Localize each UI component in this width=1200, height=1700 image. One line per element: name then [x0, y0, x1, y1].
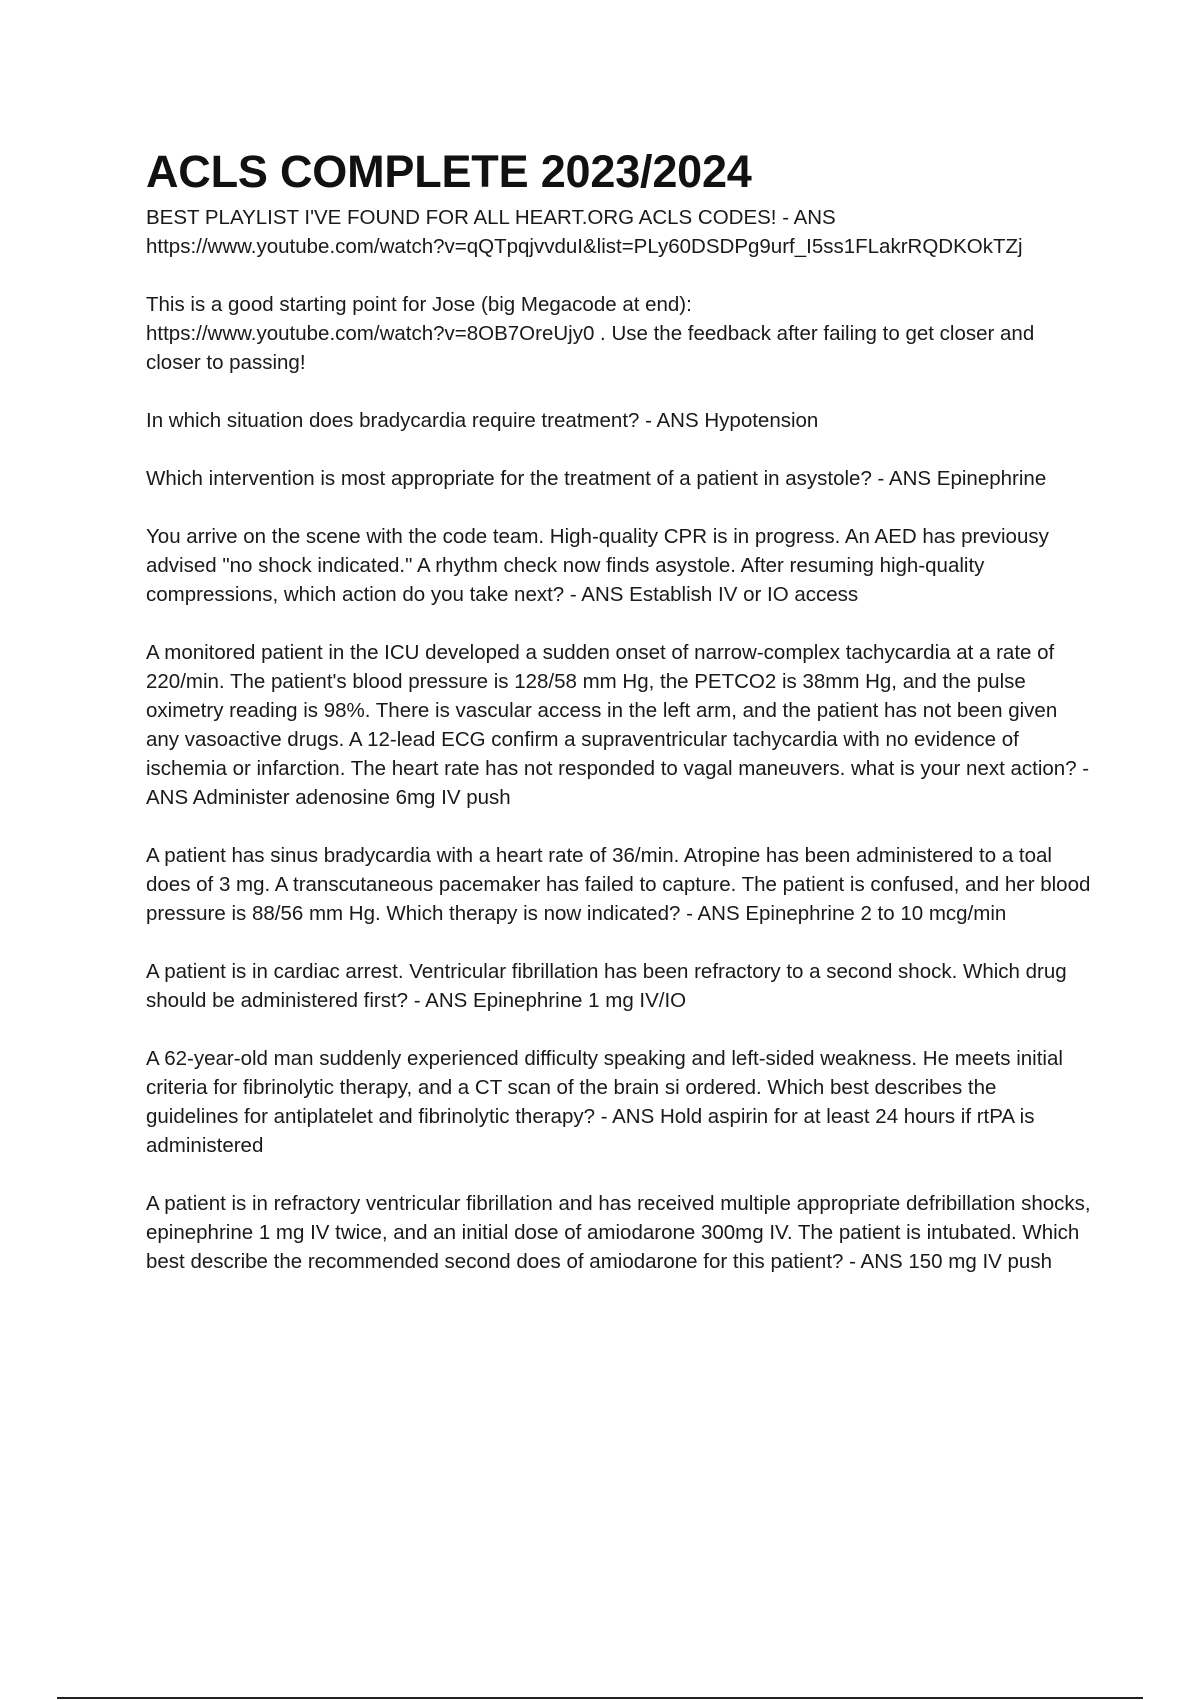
- question-text: Which intervention is most appropriate for the treatment of a patient in asystole? - ANS: [146, 467, 932, 490]
- answer-text: ANS 150 mg IV push: [860, 1250, 1052, 1273]
- answer-link[interactable]: https://www.youtube.com/watch?v=qQTpqjvvduI&list=PLy60DSDPg9urf_I5ss1FLakrRQDKOkTZj: [146, 235, 1023, 258]
- question-text: In which situation does bradycardia require treatment? - ANS: [146, 409, 699, 432]
- answer-text: Epinephrine: [936, 467, 1047, 490]
- document-page: [146, 143, 1092, 1305]
- question-text: A patient has sinus bradycardia with a heart rate of 36/min. Atropine has been administered to a toal does of 3 mg. A transcutaneous pacemaker has failed to capture. The patient is confused, and her blood pressure is 88/56 mm Hg. Which therapy is now indicated? - ANS: [146, 844, 1091, 925]
- qa-item-2: [146, 290, 1092, 377]
- question-text: BEST PLAYLIST I'VE FOUND FOR ALL HEART.ORG ACLS CODES! - ANS: [146, 206, 836, 229]
- question-text: You arrive on the scene with the code team. High-quality CPR is in progress. An AED has previousy advised "no shock indicated." A rhythm check now finds asystole. After resuming high-quality compressions, which action do you take next? - ANS: [146, 525, 1049, 606]
- qa-item-1: [146, 203, 1092, 261]
- qa-item-5: [146, 522, 1092, 609]
- qa-item-7: [146, 841, 1092, 928]
- answer-text: Hold aspirin for at least 24 hours if rtPA is administered: [146, 1105, 1035, 1157]
- qa-item-4: [146, 464, 1092, 493]
- answer-text: Hypotension: [704, 409, 819, 432]
- qa-item-8: [146, 957, 1092, 1015]
- answer-text: Administer adenosine 6mg IV push: [192, 786, 511, 809]
- question-text: This is a good starting point for Jose (big Megacode at end):: [146, 293, 692, 316]
- footer-divider: [57, 1697, 1143, 1699]
- question-text: A 62-year-old man suddenly experienced difficulty speaking and left-sided weakness. He meets initial criteria for fibrinolytic therapy, and a CT scan of the brain si ordered. Which best describes the guidelines for antiplatelet and fibrinolytic therapy? - ANS: [146, 1047, 1063, 1128]
- qa-item-9: [146, 1044, 1092, 1160]
- answer-text: Establish IV or IO access: [629, 583, 859, 606]
- qa-item-3: [146, 406, 1092, 435]
- document-title: ACLS COMPLETE 2023/2024: [146, 146, 752, 197]
- answer-text: https://www.youtube.com/watch?v=8OB7OreUjy0 . Use the feedback after failing to get closer and closer to passing!: [146, 322, 1035, 374]
- qa-item-10: [146, 1189, 1092, 1276]
- question-text: A patient is in refractory ventricular fibrillation and has received multiple appropriate defribillation shocks, epinephrine 1 mg IV twice, and an initial dose of amiodarone 300mg IV. The patient is intubated. Which best describe the recommended second does of amiodarone for this patient? -: [146, 1192, 1091, 1273]
- question-text: A patient is in cardiac arrest. Ventricular fibrillation has been refractory to a second shock. Which drug should be administered first? - ANS: [146, 960, 1067, 1012]
- answer-text: Epinephrine 2 to 10 mcg/min: [745, 902, 1007, 925]
- qa-item-6: [146, 638, 1092, 812]
- question-text: A monitored patient in the ICU developed a sudden onset of narrow-complex tachycardia at a rate of 220/min. The patient's blood pressure is 128/58 mm Hg, the PETCO2 is 38mm Hg, and the pulse oximetry reading is 98%. There is vascular access in the left arm, and the patient has not been given any vasoactive drugs. A 12-lead ECG confirm a supraventricular tachycardia with no evidence of ischemia or infarction. The heart rate has not responded to vagal maneuvers. what is your next action? - ANS: [146, 641, 1090, 809]
- answer-text: Epinephrine 1 mg IV/IO: [473, 989, 687, 1012]
